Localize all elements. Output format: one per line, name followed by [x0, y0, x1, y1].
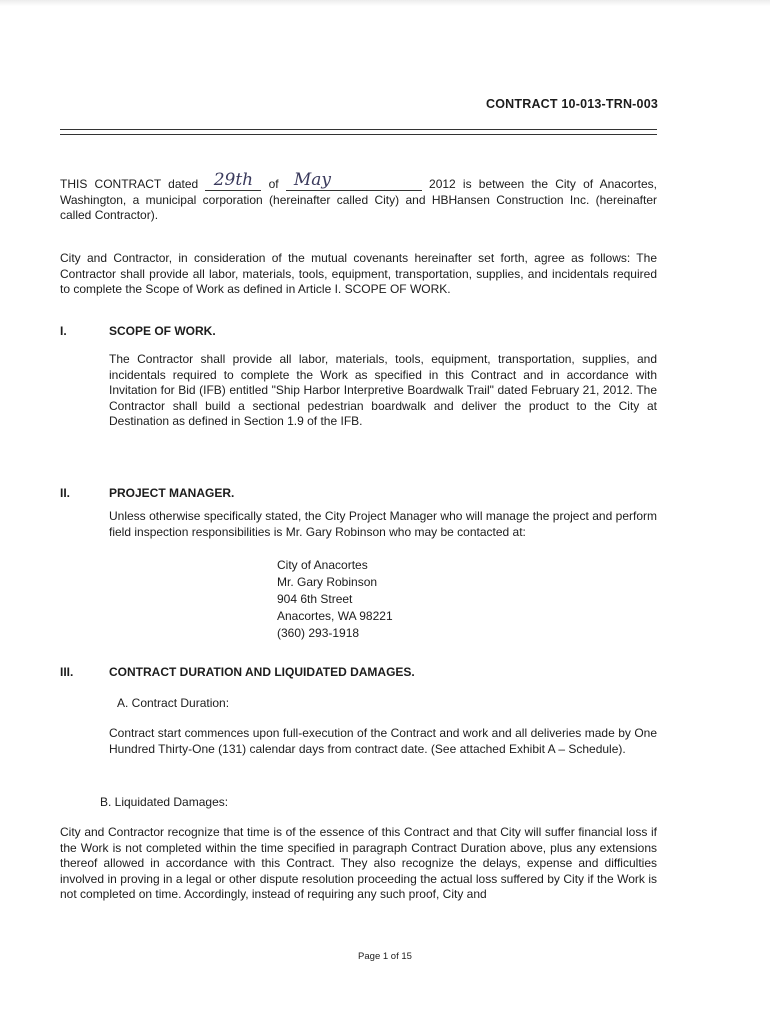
- header-rule-bottom: [60, 134, 657, 135]
- day-blank: [205, 170, 261, 191]
- address-line-3: 904 6th Street: [277, 592, 353, 606]
- address-line-1: City of Anacortes: [277, 558, 368, 572]
- intro-of: of: [268, 177, 279, 191]
- address-line-2: Mr. Gary Robinson: [277, 575, 378, 589]
- handwritten-month: May: [293, 170, 331, 190]
- address-line-5: (360) 293-1918: [277, 626, 360, 640]
- intro-paragraph: [60, 170, 657, 224]
- section-2-title: PROJECT MANAGER.: [109, 486, 235, 500]
- sub-b-body: City and Contractor recognize that time is of the essence of this Contract and that City will suffer financial loss if the Work is not completed within the time specified in paragraph Contract Duration above, plus any extensions thereof allowed in accordance with this Contract. They also recognize the delays, expense and difficulties involved in proving in a legal or other dispute resolution proceeding the actual loss suffered by City if the Work is not completed on time. Accordingly, instead of requiring any such proof, City and: [60, 825, 657, 901]
- section-3-number: III.: [60, 665, 74, 679]
- sub-a-title: A. Contract Duration:: [117, 696, 230, 710]
- scan-edge: [0, 0, 770, 6]
- contract-number: CONTRACT 10-013-TRN-003: [486, 97, 658, 111]
- address-line-4: Anacortes, WA 98221: [277, 609, 393, 623]
- month-blank: [286, 170, 422, 191]
- header-rule-top: [60, 129, 657, 130]
- section-3-title: CONTRACT DURATION AND LIQUIDATED DAMAGES.: [109, 665, 415, 679]
- section-1-title: SCOPE OF WORK.: [109, 324, 216, 338]
- intro-rest: 2012 is between the City of Anacortes, Washington, a municipal corporation (hereinafter called City) and HBHansen Construction Inc. (hereinafter called Contractor).: [60, 177, 657, 222]
- section-1-body: The Contractor shall provide all labor, materials, tools, equipment, transportation, supplies, and incidentals required to complete the Work as specified in this Contract and in accordance with Invitation for Bid (IFB) entitled "Ship Harbor Interpretive Boardwalk Trail" dated February 21, 2012. The Contractor shall build a sectional pedestrian boardwalk and deliver the product to the City at Destination as defined in Section 1.9 of the IFB.: [109, 352, 657, 428]
- page-number: Page 1 of 15: [358, 951, 412, 962]
- section-2-number: II.: [60, 486, 71, 500]
- consideration-paragraph: City and Contractor, in consideration of the mutual covenants hereinafter set forth, agree as follows: The Contractor shall provide all labor, materials, tools, equipment, transportation, supplies, and incidentals required to complete the Scope of Work as defined in Article I. SCOPE OF WORK.: [60, 251, 657, 296]
- section-2-body: Unless otherwise specifically stated, the City Project Manager who will manage the project and perform field inspection responsibilities is Mr. Gary Robinson who may be contacted at:: [109, 509, 657, 539]
- handwritten-day: 29th: [213, 170, 254, 190]
- sub-a-body: Contract start commences upon full-execution of the Contract and work and all deliveries made by One Hundred Thirty-One (131) calendar days from contract date. (See attached Exhibit A – Schedule).: [109, 726, 657, 756]
- section-1-number: I.: [60, 324, 67, 338]
- sub-b-title: B. Liquidated Damages:: [100, 795, 229, 809]
- intro-dated-prefix: THIS CONTRACT dated: [60, 177, 199, 191]
- contact-address: [277, 557, 393, 642]
